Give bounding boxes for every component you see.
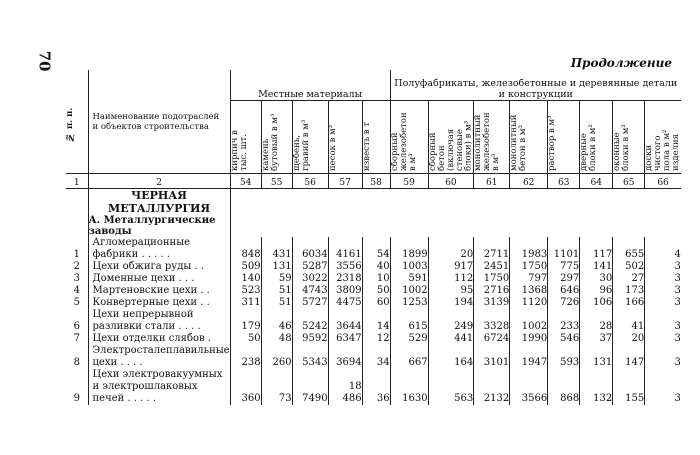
column-header-label-54: кирпич в тыс. шт. [229, 130, 249, 171]
cell-col-64: 117 [580, 237, 613, 261]
column-header-label-57: песок в м³ [327, 124, 338, 171]
header-group-local: Местные материалы [230, 70, 390, 101]
page-number: 70 [35, 50, 54, 72]
cell-col-62: 1002 [510, 309, 548, 333]
row-name: Конвертерные цехи . . [88, 297, 230, 309]
cell-col-65: 41 [613, 309, 645, 333]
row-number: 8 [73, 357, 80, 368]
cell-col-56: 5343 [292, 345, 328, 369]
cell-col-63: 233 [548, 309, 580, 333]
table-row [66, 261, 681, 273]
cell-col-55: 73 [261, 369, 292, 405]
cell-col-61: 1750 [474, 273, 510, 285]
cell-col-59: 1003 [390, 261, 428, 273]
cell-col-65: 147 [613, 345, 645, 369]
cell-col-66: 3 [645, 333, 681, 345]
row-name: Цехи электровакуумных и электрошлаковых печей . . . . . [88, 369, 230, 405]
cell-col-62: 3566 [510, 369, 548, 405]
column-header-56 [292, 101, 328, 174]
cell-col-58: 40 [362, 261, 390, 273]
cell-col-63: 646 [548, 285, 580, 297]
cell-col-61: 2132 [474, 369, 510, 405]
cell-col-65: 655 [613, 237, 645, 261]
cell-col-60: 249 [428, 309, 474, 333]
column-header-label-63: раствор в м³ [547, 115, 558, 171]
cell-col-63: 726 [548, 297, 580, 309]
column-header-label-66: доски чистого пола в м² изделия [644, 129, 681, 171]
col-number-2: 2 [88, 174, 230, 189]
table-row [66, 345, 681, 369]
cell-col-57: 4161 [328, 237, 362, 261]
row-number: 2 [73, 261, 80, 272]
row-number: 3 [73, 273, 80, 284]
cell-col-60: 95 [428, 285, 474, 297]
cell-col-64: 30 [580, 273, 613, 285]
column-header-label-61: монолитный железобетон в м³ [473, 112, 502, 171]
cell-col-64: 37 [580, 333, 613, 345]
column-header-64 [580, 101, 613, 174]
cell-col-55: 131 [261, 261, 292, 273]
column-header-65 [613, 101, 645, 174]
cell-col-62: 1750 [510, 261, 548, 273]
cell-col-64: 132 [580, 369, 613, 405]
cell-col-64: 131 [580, 345, 613, 369]
cell-col-55: 59 [261, 273, 292, 285]
cell-col-54: 50 [230, 333, 261, 345]
column-header-label-59: сборный железобетон в м³ [389, 112, 418, 171]
cell-col-60: 112 [428, 273, 474, 285]
cell-col-59: 667 [390, 345, 428, 369]
row-name: Цехи непрерывной разливки стали . . . . [88, 309, 230, 333]
cell-col-55: 51 [261, 285, 292, 297]
header-name-label: Наименование подотраслей и объектов строительства [88, 70, 230, 174]
row-name: Электросталеплавильные цехи . . . . [88, 345, 230, 369]
column-number-61: 61 [474, 174, 510, 189]
cell-col-58: 36 [362, 369, 390, 405]
cell-col-59: 591 [390, 273, 428, 285]
column-header-58 [362, 101, 390, 174]
cell-col-56: 9592 [292, 333, 328, 345]
cell-col-55: 48 [261, 333, 292, 345]
cell-col-61: 6724 [474, 333, 510, 345]
cell-col-66: 3 [645, 285, 681, 297]
cell-col-56: 7490 [292, 369, 328, 405]
cell-col-65: 502 [613, 261, 645, 273]
header-number-label: № п. п. [65, 107, 75, 142]
row-name: Цехи отделки слябов . [88, 333, 230, 345]
cell-col-54: 140 [230, 273, 261, 285]
table-row [66, 369, 681, 405]
column-header-59 [390, 101, 428, 174]
cell-col-63: 868 [548, 369, 580, 405]
cell-col-63: 593 [548, 345, 580, 369]
cell-col-61: 3139 [474, 297, 510, 309]
cell-col-60: 20 [428, 237, 474, 261]
cell-col-60: 441 [428, 333, 474, 345]
cell-col-54: 523 [230, 285, 261, 297]
cell-col-66: 3 [645, 273, 681, 285]
cell-col-65: 20 [613, 333, 645, 345]
cell-col-61: 2716 [474, 285, 510, 297]
row-name: Мартеновские цехи . . [88, 285, 230, 297]
column-header-62 [510, 101, 548, 174]
column-header-66 [645, 101, 681, 174]
cell-col-66: 3 [645, 369, 681, 405]
column-number-55: 55 [261, 174, 292, 189]
cell-col-56: 5287 [292, 261, 328, 273]
section-title: ЧЕРНАЯ МЕТАЛЛУРГИЯ [88, 189, 230, 216]
cell-col-56: 3022 [292, 273, 328, 285]
cell-col-55: 431 [261, 237, 292, 261]
cell-col-61: 2451 [474, 261, 510, 273]
materials-table [66, 70, 681, 405]
cell-col-57: 4475 [328, 297, 362, 309]
cell-col-57: 3809 [328, 285, 362, 297]
cell-col-58: 50 [362, 285, 390, 297]
column-number-60: 60 [428, 174, 474, 189]
row-name: Цехи обжига руды . . [88, 261, 230, 273]
cell-col-61: 3101 [474, 345, 510, 369]
column-number-62: 62 [510, 174, 548, 189]
table-row [66, 285, 681, 297]
row-number: 7 [73, 333, 80, 344]
cell-col-59: 1002 [390, 285, 428, 297]
row-name: Агломерационные фабрики . . . . . [88, 237, 230, 261]
cell-col-64: 28 [580, 309, 613, 333]
cell-col-55: 46 [261, 309, 292, 333]
column-header-61 [474, 101, 510, 174]
cell-col-59: 1899 [390, 237, 428, 261]
row-number: 4 [73, 285, 80, 296]
cell-col-57: 2318 [328, 273, 362, 285]
cell-col-58: 54 [362, 237, 390, 261]
column-header-63 [548, 101, 580, 174]
cell-col-57: 3556 [328, 261, 362, 273]
cell-col-60: 164 [428, 345, 474, 369]
cell-col-57: 18 486 [328, 369, 362, 405]
column-header-label-60: сборный бетон (включая стеновые блоки) в м³ [427, 120, 474, 171]
cell-col-61: 3328 [474, 309, 510, 333]
cell-col-64: 96 [580, 285, 613, 297]
table-row [66, 273, 681, 285]
cell-col-62: 1983 [510, 237, 548, 261]
cell-col-59: 1630 [390, 369, 428, 405]
cell-col-57: 6347 [328, 333, 362, 345]
cell-col-62: 1990 [510, 333, 548, 345]
cell-col-66: 3 [645, 261, 681, 273]
cell-col-62: 1947 [510, 345, 548, 369]
column-number-66: 66 [645, 174, 681, 189]
cell-col-64: 141 [580, 261, 613, 273]
row-number: 9 [73, 393, 80, 404]
cell-col-60: 917 [428, 261, 474, 273]
cell-col-55: 260 [261, 345, 292, 369]
cell-col-60: 563 [428, 369, 474, 405]
cell-col-58: 14 [362, 309, 390, 333]
cell-col-54: 311 [230, 297, 261, 309]
cell-col-60: 194 [428, 297, 474, 309]
cell-col-54: 179 [230, 309, 261, 333]
column-number-58: 58 [362, 174, 390, 189]
column-number-56: 56 [292, 174, 328, 189]
cell-col-54: 360 [230, 369, 261, 405]
column-number-59: 59 [390, 174, 428, 189]
cell-col-66: 3 [645, 297, 681, 309]
continued-label: Продолжение [570, 56, 672, 70]
cell-col-61: 2711 [474, 237, 510, 261]
column-number-54: 54 [230, 174, 261, 189]
cell-col-58: 12 [362, 333, 390, 345]
column-number-64: 64 [580, 174, 613, 189]
cell-col-65: 173 [613, 285, 645, 297]
row-number: 5 [73, 297, 80, 308]
cell-col-62: 797 [510, 273, 548, 285]
column-header-label-55: камень бутовый в м³ [260, 113, 280, 171]
cell-col-62: 1120 [510, 297, 548, 309]
cell-col-65: 27 [613, 273, 645, 285]
cell-col-55: 51 [261, 297, 292, 309]
row-name: Доменные цехи . . . [88, 273, 230, 285]
cell-col-59: 615 [390, 309, 428, 333]
cell-col-57: 3644 [328, 309, 362, 333]
column-header-57 [328, 101, 362, 174]
col-number-1: 1 [66, 174, 88, 189]
column-header-55 [261, 101, 292, 174]
cell-col-54: 509 [230, 261, 261, 273]
cell-col-65: 166 [613, 297, 645, 309]
cell-col-56: 6034 [292, 237, 328, 261]
cell-col-54: 238 [230, 345, 261, 369]
cell-col-59: 1253 [390, 297, 428, 309]
cell-col-63: 775 [548, 261, 580, 273]
cell-col-54: 848 [230, 237, 261, 261]
row-number: 1 [73, 249, 80, 260]
column-header-54 [230, 101, 261, 174]
cell-col-65: 155 [613, 369, 645, 405]
cell-col-62: 1368 [510, 285, 548, 297]
cell-col-64: 106 [580, 297, 613, 309]
cell-col-63: 546 [548, 333, 580, 345]
column-header-label-64: дверные блоки в м² [579, 124, 599, 171]
cell-col-66: 3 [645, 345, 681, 369]
table-row [66, 333, 681, 345]
cell-col-66: 4 [645, 237, 681, 261]
column-header-60 [428, 101, 474, 174]
column-header-label-58: известь в т [361, 121, 372, 171]
column-header-label-65: оконные блоки в м² [612, 124, 632, 171]
table-row [66, 237, 681, 261]
cell-col-59: 529 [390, 333, 428, 345]
cell-col-56: 5242 [292, 309, 328, 333]
cell-col-63: 297 [548, 273, 580, 285]
cell-col-57: 3694 [328, 345, 362, 369]
column-number-65: 65 [613, 174, 645, 189]
cell-col-58: 10 [362, 273, 390, 285]
table-row [66, 297, 681, 309]
cell-col-63: 1101 [548, 237, 580, 261]
cell-col-66: 3 [645, 309, 681, 333]
cell-col-56: 5727 [292, 297, 328, 309]
column-number-63: 63 [548, 174, 580, 189]
column-header-label-56: щебень, гравий в м³ [291, 119, 311, 171]
column-number-57: 57 [328, 174, 362, 189]
table-row [66, 309, 681, 333]
header-group-semi: Полуфабрикаты, железобетонные и деревянные детали и конструкции [390, 70, 681, 101]
cell-col-58: 60 [362, 297, 390, 309]
row-number: 6 [73, 321, 80, 332]
section-subtitle: А. Металлургические заводы [88, 215, 230, 237]
cell-col-56: 4743 [292, 285, 328, 297]
cell-col-58: 34 [362, 345, 390, 369]
column-header-label-62: монолитный бетон в м³ [509, 114, 529, 171]
